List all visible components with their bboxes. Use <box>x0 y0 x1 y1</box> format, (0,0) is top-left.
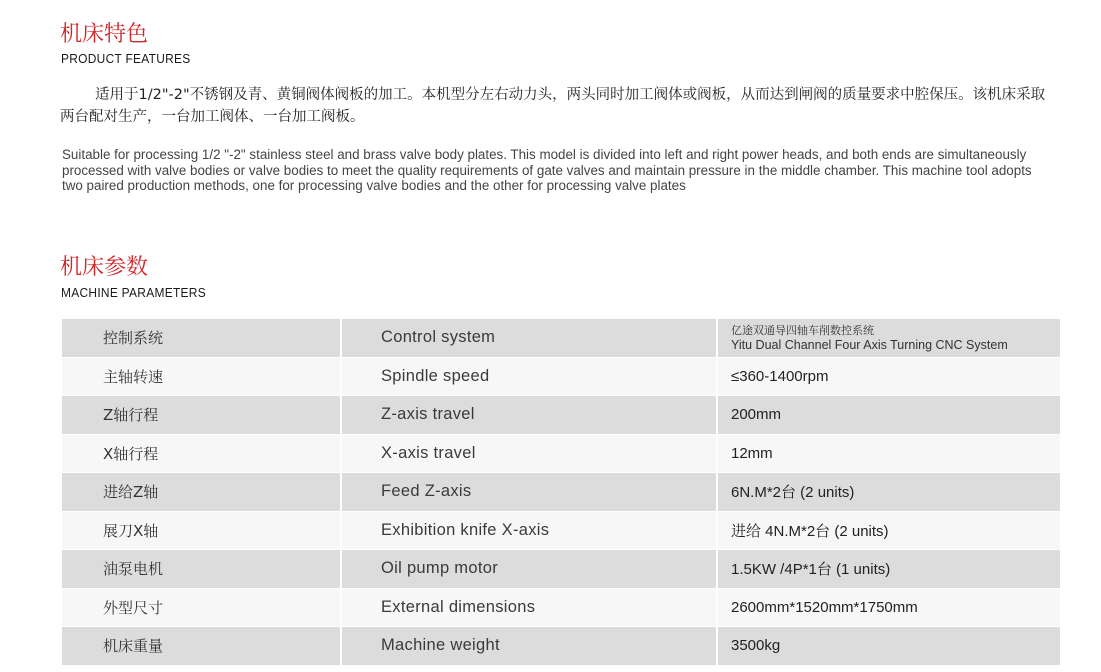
features-subtitle: PRODUCT FEATURES <box>61 51 191 66</box>
table-row <box>62 357 1060 396</box>
param-value: 1.5KW /4P*1台 (1 units) <box>717 550 1060 589</box>
param-value: 2600mm*1520mm*1750mm <box>717 588 1060 627</box>
param-name-cn: 控制系统 <box>62 319 341 357</box>
param-name-en: Exhibition knife X-axis <box>341 511 717 550</box>
table-row <box>62 588 1060 627</box>
param-name-cn: 机床重量 <box>62 627 341 666</box>
table-row <box>62 550 1060 589</box>
param-name-cn: 进给Z轴 <box>62 473 341 512</box>
parameters-subtitle: MACHINE PARAMETERS <box>61 285 206 300</box>
param-name-en: X-axis travel <box>341 434 717 473</box>
table-row <box>62 627 1060 666</box>
param-name-en: Spindle speed <box>341 357 717 396</box>
param-name-cn: X轴行程 <box>62 434 341 473</box>
features-description-cn: 适用于1/2"-2"不锈钢及青、黄铜阀体阀板的加工。本机型分左右动力头，两头同时加工阀体或阀板，从而达到闸阀的质量要求中腔保压。该机床采取两台配对生产，一台加工阀体、一台加工阀板。 <box>60 87 1046 125</box>
param-name-cn: 主轴转速 <box>62 357 341 396</box>
features-title: 机床特色 <box>60 22 149 47</box>
table-row <box>62 511 1060 550</box>
param-value: ≤360-1400rpm <box>717 357 1060 396</box>
param-name-en: Oil pump motor <box>341 550 717 589</box>
table-row <box>62 434 1060 473</box>
param-value: 6N.M*2台 (2 units) <box>717 473 1060 512</box>
table-row <box>62 319 1060 357</box>
param-name-cn: 油泵电机 <box>62 550 341 589</box>
table-row <box>62 396 1060 435</box>
parameters-title: 机床参数 <box>60 255 149 280</box>
param-name-cn: Z轴行程 <box>62 396 341 435</box>
param-value: 12mm <box>717 434 1060 473</box>
param-name-cn: 展刀X轴 <box>62 511 341 550</box>
param-value-line-cn: 亿途双通导四轴车削数控系统 <box>731 324 874 337</box>
param-name-en: Feed Z-axis <box>341 473 717 512</box>
table-row <box>62 473 1060 512</box>
param-name-en: Z-axis travel <box>341 396 717 435</box>
param-name-en: Control system <box>341 319 717 357</box>
param-value <box>717 319 1060 357</box>
param-name-en: Machine weight <box>341 627 717 666</box>
param-value: 200mm <box>717 396 1060 435</box>
param-name-en: External dimensions <box>341 588 717 627</box>
param-value-line-en: Yitu Dual Channel Four Axis Turning CNC System <box>731 337 1008 352</box>
param-value: 3500kg <box>717 627 1060 666</box>
param-name-cn: 外型尺寸 <box>62 588 341 627</box>
parameters-table <box>62 319 1060 666</box>
features-description-en: Suitable for processing 1/2 "-2" stainless steel and brass valve body plates. This model is divided into left and right power heads, and both ends are simultaneously processed with valve bodies or valve bodies to meet the quality requirements of gate valves and maintain pressure in the middle chamber. This machine tool adopts two paired production methods, one for processing valve bodies and the other for processing valve plates <box>62 147 1032 193</box>
param-value: 进给 4N.M*2台 (2 units) <box>717 511 1060 550</box>
